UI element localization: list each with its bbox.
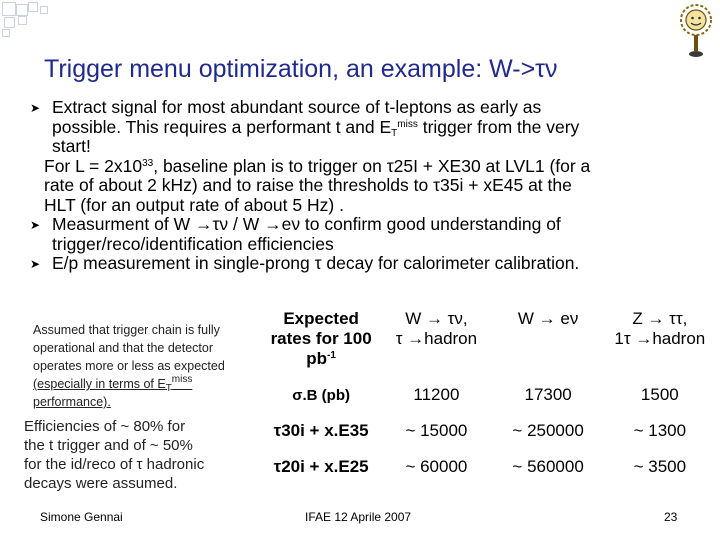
expected-rates-table <box>262 305 716 485</box>
footer-event: IFAE 12 Aprile 2007 <box>305 510 412 524</box>
assumption-line: the t trigger and of ~ 50% <box>24 437 193 454</box>
bullet-line: Extract signal for most abundant source of t-leptons as early as <box>52 97 542 117</box>
table-cell: ~ 3500 <box>633 457 687 476</box>
note-line: (especially in terms of $E_T^{miss}$ <box>33 374 193 394</box>
assumption-line: decays were assumed. <box>24 475 178 492</box>
note-line: Assumed that trigger chain is fully <box>33 323 220 337</box>
bullet-line: rate of about 2 kHz) and to raise the thresholds to τ35i + xE45 at the <box>44 175 572 195</box>
table-cell: 11200 <box>413 385 460 404</box>
table-row <box>262 449 716 485</box>
note-line: performance). <box>33 395 111 409</box>
sun-face-logo-icon <box>676 2 716 60</box>
bullet-line: HLT (for an output rate of about 5 Hz) . <box>44 194 344 215</box>
table-cell: ~ 560000 <box>512 457 584 476</box>
assumption-line: Efficiencies of ~ 80% for <box>24 418 186 435</box>
bullet-line: possible. This requires a performant t and $E_T^{miss}$ trigger from the very <box>52 116 580 139</box>
bullet-line: For $L = 2x10^{33}$, baseline plan is to trigger on τ25I + XE30 at LVL1 (for a <box>44 155 591 176</box>
table-header-row <box>262 305 716 377</box>
bullet-line: E/p measurement in single-prong τ decay for calorimeter calibration. <box>52 253 580 273</box>
bullet-line: Measurment of W →τν / W →eν to confirm good understanding of <box>52 214 561 234</box>
row-label: σ.B (pb) <box>292 386 350 404</box>
row-label: τ20i + x.E25 <box>273 457 369 476</box>
trigger-chain-note <box>33 321 255 411</box>
table-row <box>262 413 716 449</box>
table-cell: 17300 <box>524 385 572 404</box>
table-cell: ~ 60000 <box>405 457 468 476</box>
table-cell: ~ 15000 <box>405 421 468 440</box>
arrowhead-bullet-icon: ➤ <box>30 101 41 115</box>
assumption-line: for the id/reco of τ hadronic <box>24 456 205 473</box>
table-cell: ~ 250000 <box>512 421 584 440</box>
row-label: τ30i + x.E35 <box>273 421 369 440</box>
bullet-list <box>24 98 714 274</box>
header-expected-rates: Expected rates for 100 $pb^{-1}$ <box>270 309 372 368</box>
footer-author: Simone Gennai <box>40 510 123 524</box>
page-number: 23 <box>664 510 678 524</box>
bullet-line: trigger/reco/identification efficiencies <box>52 233 334 254</box>
header-w-enu: W → eν <box>517 309 579 328</box>
bullet-item-signal <box>24 98 714 157</box>
bullet-item-measurment <box>24 215 714 254</box>
arrowhead-bullet-icon: ➤ <box>30 218 41 232</box>
bullet-line: start! <box>52 136 91 156</box>
header-w-taunu: W → τν, τ →hadron <box>395 309 478 348</box>
bullet-item-ep <box>24 254 714 274</box>
bullet-subtext-baseline <box>24 157 714 216</box>
table-row <box>262 377 716 413</box>
note-line: operational and that the detector <box>33 341 213 355</box>
table-cell: 1500 <box>640 385 679 404</box>
table-cell: ~ 1300 <box>633 421 687 440</box>
header-z-tautau: Z → ττ, 1τ →hadron <box>614 309 706 348</box>
note-line: operates more or less as expected <box>33 359 225 373</box>
page-title: Trigger menu optimization, an example: W->τν <box>44 55 558 83</box>
efficiency-assumption <box>24 417 256 493</box>
corner-decoration <box>0 0 70 40</box>
arrowhead-bullet-icon: ➤ <box>30 257 41 271</box>
